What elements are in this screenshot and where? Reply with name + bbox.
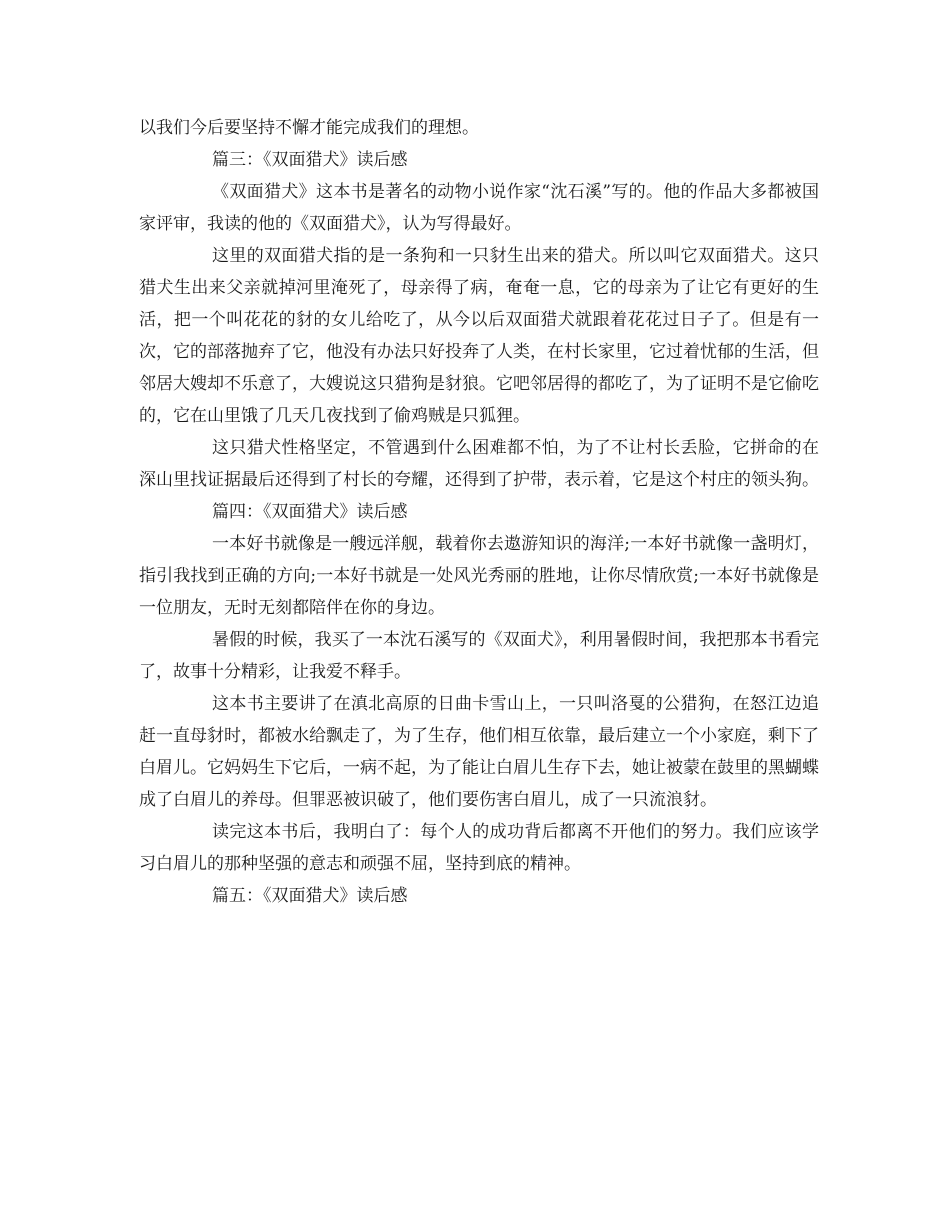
section-heading-3: 篇三：《双面猎犬》读后感 [212,150,408,170]
paragraph: 暑假的时候，我买了一本沈石溪写的《双面犬》，利用暑假时间，我把那本书看完了，故事十分精彩，让我爱不释手。 [139,630,819,682]
document-body [139,112,819,912]
paragraph: 一本好书就像是一艘远洋舰，载着你去遨游知识的海洋;一本好书就像一盏明灯，指引我找到正确的方向;一本好书就是一处风光秀丽的胜地，让你尽情欣赏;一本好书就像是一位朋友，无时无刻都陪伴在你的身边。 [139,534,819,618]
paragraph: 这里的双面猎犬指的是一条狗和一只豺生出来的猎犬。所以叫它双面猎犬。这只猎犬生出来父亲就掉河里淹死了，母亲得了病，奄奄一息，它的母亲为了让它有更好的生活，把一个叫花花的豺的女儿给吃了，从今以后双面猎犬就跟着花花过日子了。但是有一次，它的部落抛弃了它，他没有办法只好投奔了人类，在村长家里，它过着忧郁的生活，但邻居大嫂却不乐意了，大嫂说这只猎狗是豺狼。它吧邻居得的都吃了，为了证明不是它偷吃的，它在山里饿了几天几夜找到了偷鸡贼是只狐狸。 [139,246,819,426]
section-heading-4: 篇四：《双面猎犬》读后感 [212,502,408,522]
paragraph: 读完这本书后，我明白了：每个人的成功背后都离不开他们的努力。我们应该学习白眉儿的那种坚强的意志和顽强不屈，坚持到底的精神。 [139,822,819,874]
section-heading-5: 篇五：《双面猎犬》读后感 [212,886,408,906]
paragraph: 《双面猎犬》这本书是著名的动物小说作家“沈石溪”写的。他的作品大多都被国家评审，我读的他的《双面猎犬》，认为写得最好。 [139,182,819,234]
paragraph-continuation: 以我们今后要坚持不懈才能完成我们的理想。 [139,118,479,138]
paragraph: 这只猎犬性格坚定，不管遇到什么困难都不怕，为了不让村长丢脸，它拼命的在深山里找证据最后还得到了村长的夸耀，还得到了护带，表示着，它是这个村庄的领头狗。 [139,438,819,490]
paragraph: 这本书主要讲了在滇北高原的日曲卡雪山上，一只叫洛戛的公猎狗，在怒江边追赶一直母豺时，都被水给飘走了，为了生存，他们相互依靠，最后建立一个小家庭，剩下了白眉儿。它妈妈生下它后，一病不起，为了能让白眉儿生存下去，她让被蒙在鼓里的黑蝴蝶成了白眉儿的养母。但罪恶被识破了，他们要伤害白眉儿，成了一只流浪豺。 [139,694,819,810]
